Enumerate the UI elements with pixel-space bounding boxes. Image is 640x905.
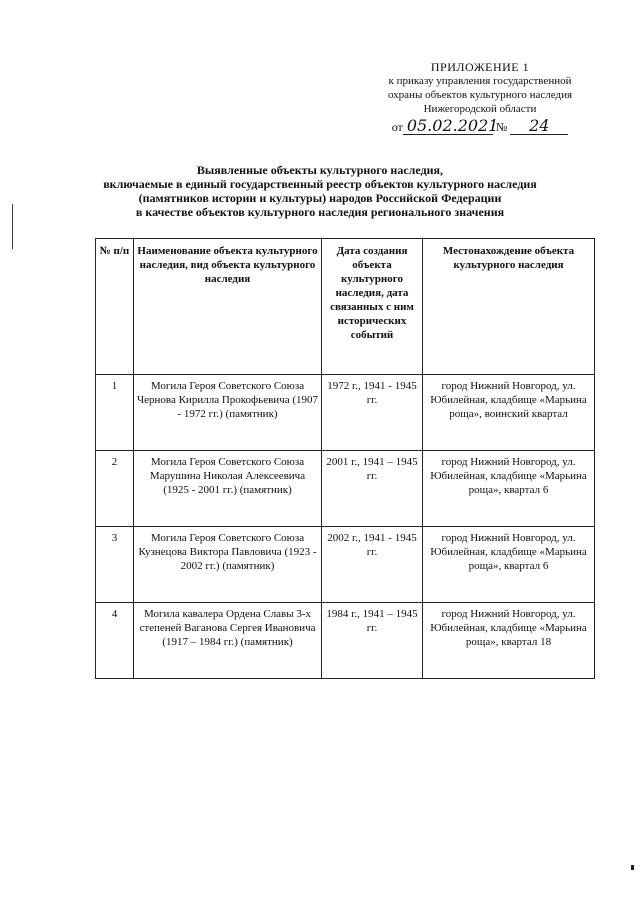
cell-number: 2 xyxy=(96,451,134,527)
title-line-4: в качестве объектов культурного наследия регионального значения xyxy=(135,205,505,219)
title-line-2: включаемые в единый государственный реестр объектов культурного наследия xyxy=(103,177,537,191)
header-line-1: к приказу управления государственной xyxy=(388,75,572,87)
header-number: № п/п xyxy=(96,239,134,375)
cell-name: Могила Героя Советского Союза Кузнецова Виктора Павловича (1923 - 2002 гг.) (памятник) xyxy=(134,527,322,603)
table-row xyxy=(96,527,595,603)
cell-name: Могила Героя Советского Союза Чернова Кирилла Прокофьевича (1907 - 1972 гг.) (памятник) xyxy=(134,375,322,451)
order-date-line xyxy=(330,118,630,135)
cell-number: 1 xyxy=(96,375,134,451)
cell-location: город Нижний Новгород, ул. Юбилейная, кладбище «Марьина роща», воинский квартал xyxy=(423,375,595,451)
order-date: 05.02.2021 xyxy=(403,118,493,135)
appendix-header xyxy=(330,60,630,135)
header-line-3: Нижегородской области xyxy=(423,103,537,115)
cell-date: 2001 г., 1941 – 1945 гг. xyxy=(322,451,423,527)
header-date: Дата создания объекта культурного наследия, дата связанных с ним исторических событий xyxy=(322,239,423,375)
cell-number: 3 xyxy=(96,527,134,603)
cell-name: Могила кавалера Ордена Славы 3-х степеней Ваганова Сергея Ивановича (1917 – 1984 гг.) (памятник) xyxy=(134,603,322,679)
cell-name: Могила Героя Советского Союза Марушина Николая Алексеевича (1925 - 2001 гг.) (памятник) xyxy=(134,451,322,527)
table-header-row xyxy=(96,239,595,375)
table-row xyxy=(96,603,595,679)
cell-date: 2002 г., 1941 - 1945 гг. xyxy=(322,527,423,603)
table-row xyxy=(96,451,595,527)
cell-location: город Нижний Новгород, ул. Юбилейная, кладбище «Марьина роща», квартал 6 xyxy=(423,451,595,527)
table-row xyxy=(96,375,595,451)
edge-mark xyxy=(631,865,634,870)
header-line-2: охраны объектов культурного наследия xyxy=(387,89,573,101)
order-number: 24 xyxy=(510,118,568,135)
cell-location: город Нижний Новгород, ул. Юбилейная, кладбище «Марьина роща», квартал 6 xyxy=(423,527,595,603)
header-location: Местонахождение объекта культурного наследия xyxy=(423,239,595,375)
cell-date: 1972 г., 1941 - 1945 гг. xyxy=(322,375,423,451)
cell-location: город Нижний Новгород, ул. Юбилейная, кладбище «Марьина роща», квартал 18 xyxy=(423,603,595,679)
from-label: от xyxy=(391,120,403,134)
document-title xyxy=(60,163,580,219)
heritage-objects-table xyxy=(95,238,595,679)
margin-mark xyxy=(12,204,13,249)
header-name: Наименование объекта культурного наследия, вид объекта культурного наследия xyxy=(134,239,322,375)
appendix-title: ПРИЛОЖЕНИЕ 1 xyxy=(430,60,530,74)
title-line-3: (памятников истории и культуры) народов Российской Федерации xyxy=(138,191,502,205)
cell-number: 4 xyxy=(96,603,134,679)
cell-date: 1984 г., 1941 – 1945 гг. xyxy=(322,603,423,679)
number-label: № xyxy=(495,120,508,134)
title-line-1: Выявленные объекты культурного наследия, xyxy=(196,163,444,177)
